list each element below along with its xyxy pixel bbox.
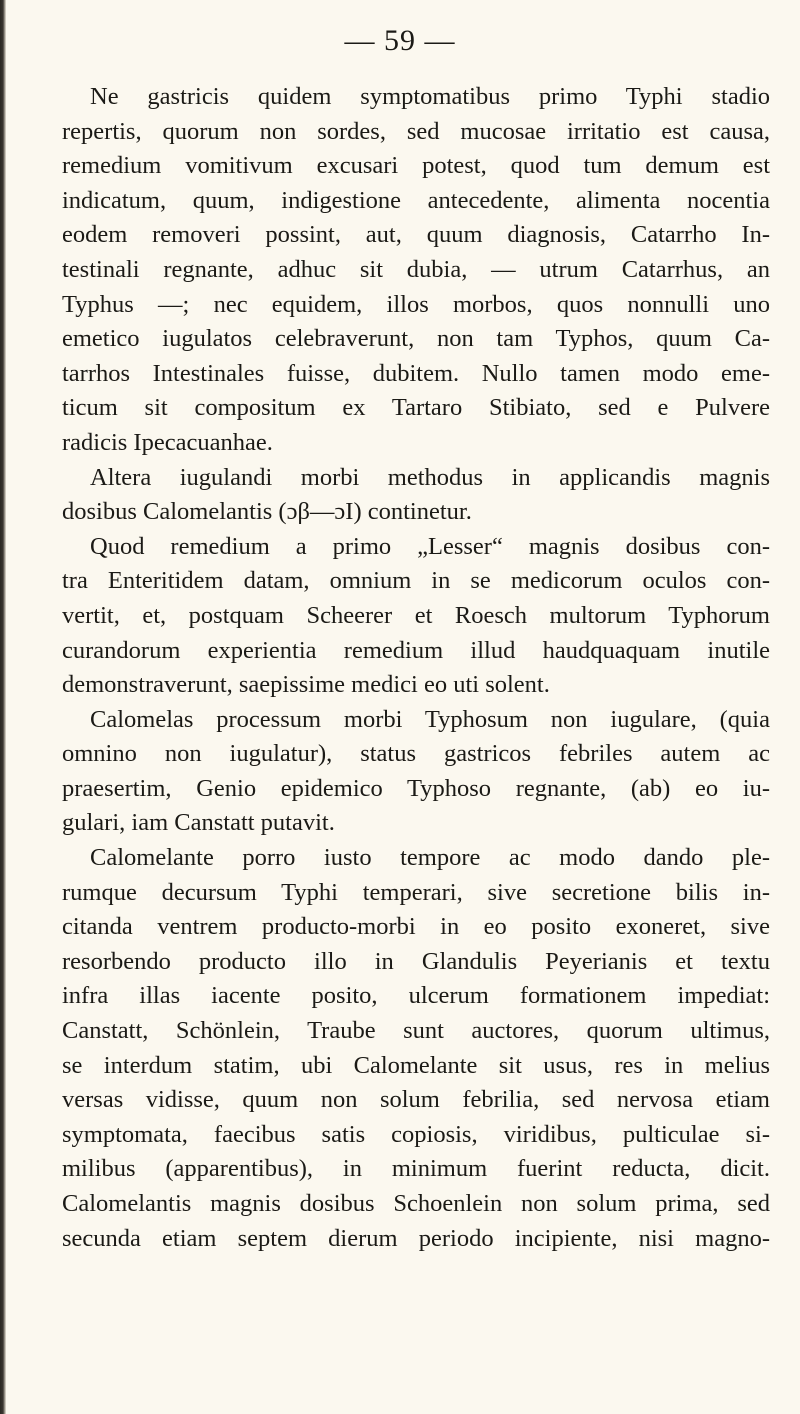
page-number: — 59 —	[344, 24, 456, 57]
text-line: Ne gastricis quidem symptomatibus primo Typhi stadio	[90, 83, 770, 110]
text-line: Typhus —; nec equidem, illos morbos, quos nonnulli uno	[62, 290, 770, 318]
text-line: indicatum, quum, indigestione antecedente, alimenta nocentia	[62, 186, 770, 214]
text-line: Calomelas processum morbi Typhosum non iugulare, (quia	[90, 705, 770, 733]
text-line: curandorum experientia remedium illud haudquaquam inutile	[62, 636, 770, 664]
text-line: repertis, quorum non sordes, sed mucosae irritatio est causa,	[62, 117, 770, 145]
text-line: gulari, iam Canstatt putavit.	[62, 809, 335, 837]
text-line: Altera iugulandi morbi methodus in applicandis magnis	[90, 463, 770, 491]
text-line: rumque decursum Typhi temperari, sive secretione bilis in-	[62, 878, 770, 906]
text-line: Quod remedium a primo „Lesser“ magnis dosibus con-	[90, 532, 770, 560]
text-line: Canstatt, Schönlein, Traube sunt auctores, quorum ultimus,	[62, 1017, 770, 1045]
text-line: symptomata, faecibus satis copiosis, viridibus, pulticulae si-	[62, 1120, 770, 1148]
text-line: ticum sit compositum ex Tartaro Stibiato, sed e Pulvere	[62, 394, 770, 422]
text-line: versas vidisse, quum non solum febrilia, sed nervosa etiam	[62, 1086, 770, 1114]
text-line: remedium vomitivum excusari potest, quod tum demum est	[62, 152, 770, 180]
text-line: praesertim, Genio epidemico Typhoso regnante, (ab) eo iu-	[62, 774, 770, 802]
text-line: eodem removeri possint, aut, quum diagnosis, Catarrho In-	[62, 221, 770, 249]
text-line: tarrhos Intestinales fuisse, dubitem. Nullo tamen modo eme-	[62, 359, 770, 387]
text-line: citanda ventrem producto-morbi in eo posito exoneret, sive	[62, 913, 770, 941]
text-line: omnino non iugulatur), status gastricos febriles autem ac	[62, 740, 770, 768]
text-line: testinali regnante, adhuc sit dubia, — utrum Catarrhus, an	[62, 255, 770, 283]
text-line: Calomelante porro iusto tempore ac modo dando ple-	[90, 844, 770, 872]
text-line: resorbendo producto illo in Glandulis Peyerianis et textu	[62, 947, 770, 975]
text-line: tra Enteritidem datam, omnium in se medicorum oculos con-	[62, 567, 770, 595]
page-text-body	[62, 80, 770, 1256]
text-line: milibus (apparentibus), in minimum fuerint reducta, dicit.	[62, 1155, 770, 1183]
text-line: emetico iugulatos celebraverunt, non tam Typhos, quum Ca-	[62, 325, 770, 353]
text-line: demonstraverunt, saepissime medici eo uti solent.	[62, 671, 550, 699]
text-line: se interdum statim, ubi Calomelante sit usus, res in melius	[62, 1051, 770, 1079]
text-line: dosibus Calomelantis (ɔβ—ɔI) continetur.	[62, 498, 472, 526]
text-line: radicis Ipecacuanhae.	[62, 428, 273, 456]
text-line: infra illas iacente posito, ulcerum formationem impediat:	[62, 982, 770, 1010]
text-line: Calomelantis magnis dosibus Schoenlein non solum prima, sed	[62, 1190, 770, 1217]
book-spine-edge	[0, 0, 6, 1414]
text-line: secunda etiam septem dierum periodo incipiente, nisi magno-	[62, 1224, 770, 1252]
text-line: vertit, et, postquam Scheerer et Roesch multorum Typhorum	[62, 601, 770, 629]
